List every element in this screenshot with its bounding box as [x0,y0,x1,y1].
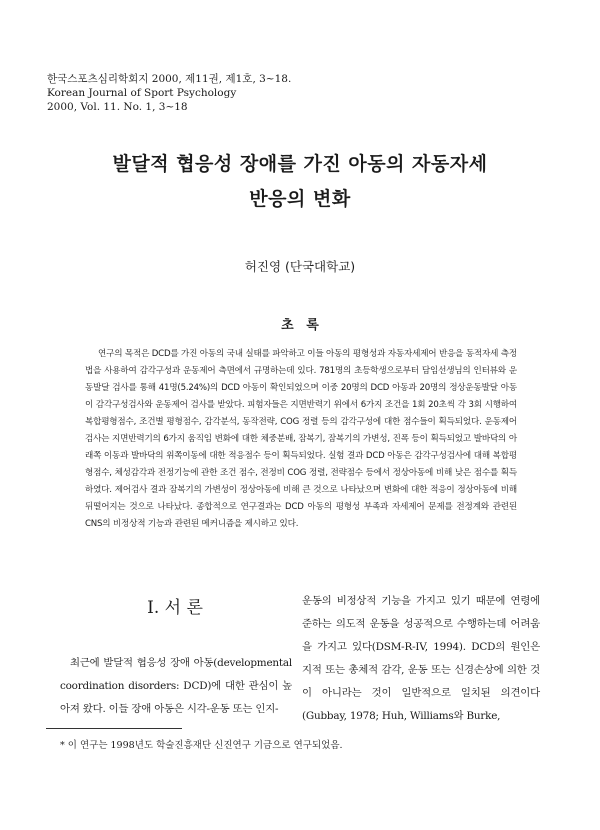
paper-title-line1: 발달적 협응성 장애를 가진 아동의 자동자세 [112,153,488,175]
footnote-divider [46,728,182,729]
abstract-body: 연구의 목적은 DCD를 가진 아동의 국내 실태를 파악하고 이들 아동의 평형성과 자동자세제어 반응을 동적자세 측정법을 사용하여 감각구성과 운동제어 측면에서 규명하는데 있다. 781명의 초등학생으로부터 담임선생님의 인터뷰와 운동발달 검사를 통해 41명(5.24%)의 DCD 아동이 확인되었으며 이중 20명의 DCD 아동과 20명의 정상운동발달 아동이 감각구성검사와 운동제어 검사를 받았다. 피험자들은 지면반력기 위에서 6가지 조건을 1회 20초씩 각 3회 시행하여 복합평형점수, 조건별 평형점수, 감각분석, 동작전략, COG 정렬 등의 감각구성에 대한 점수들이 획득되었다. 운동제어 검사는 지면반력기의 6가지 움직임 변화에 대한 체중분배, 잠복기, 잠복기의 가변성, 진폭 등이 획득되었고 발바닥의 아래쪽 이동과 발바닥의 위쪽이동에 대한 적응점수 등이 획득되었다. 실험 결과 DCD 아동은 감각구성검사에 대해 복합평형점수, 체성감각과 전정기능에 관한 조건 점수, 전정비 COG 정렬, 전략점수 등에서 정상아동에 비해 낮은 점수를 획득하였다. 제어검사 결과 잠복기의 가변성이 정상아동에 비해 큰 것으로 나타났으며 변화에 대한 적응이 정상아동에 비해 뒤떨어지는 것으로 나타났다. 종합적으로 연구결과는 DCD 아동의 평형성 부족과 자세제어 문제를 전정계와 관련된 CNS의 비정상적 기능과 관련된 메커니즘을 제시하고 있다. [85,349,517,529]
footnote: * 이 연구는 1998년도 학술진흥재단 신진연구 기금으로 연구되었음. [60,740,343,751]
paper-title-line2: 반응의 변화 [249,188,351,210]
body-column-right: 운동의 비정상적 기능을 가지고 있기 때문에 연령에 준하는 의도적 운동을 성공적으로 수행하는데 어려움을 가지고 있다(DSM-R-IV, 1994). DCD의 원인은 지적 또는 총체적 감각, 운동 또는 신경손상에 의한 것이 아니라는 것이 일반적으로 일치된 의견이다(Gubbay, 1978; Huh, Williams와 Burke, [302,595,540,722]
journal-citation [47,72,291,114]
journal-citation-english: Korean Journal of Sport Psychology [47,87,237,99]
body-column-left: 최근에 발달적 협응성 장애 아동(developmental coordination disorders: DCD)에 대한 관심이 높아져 왔다. 이들 장애 아동은 시각-운동 또는 인지- [60,657,292,715]
abstract-heading: 초 록 [281,318,319,333]
author-affiliation: 허진영 (단국대학교) [244,259,356,274]
section-heading-introduction: I. 서 론 [147,598,203,618]
journal-citation-volume: 2000, Vol. 11. No. 1, 3~18 [47,101,188,113]
journal-citation-korean: 한국스포츠심리학회지 2000, 제11권, 제1호, 3~18. [47,73,292,85]
